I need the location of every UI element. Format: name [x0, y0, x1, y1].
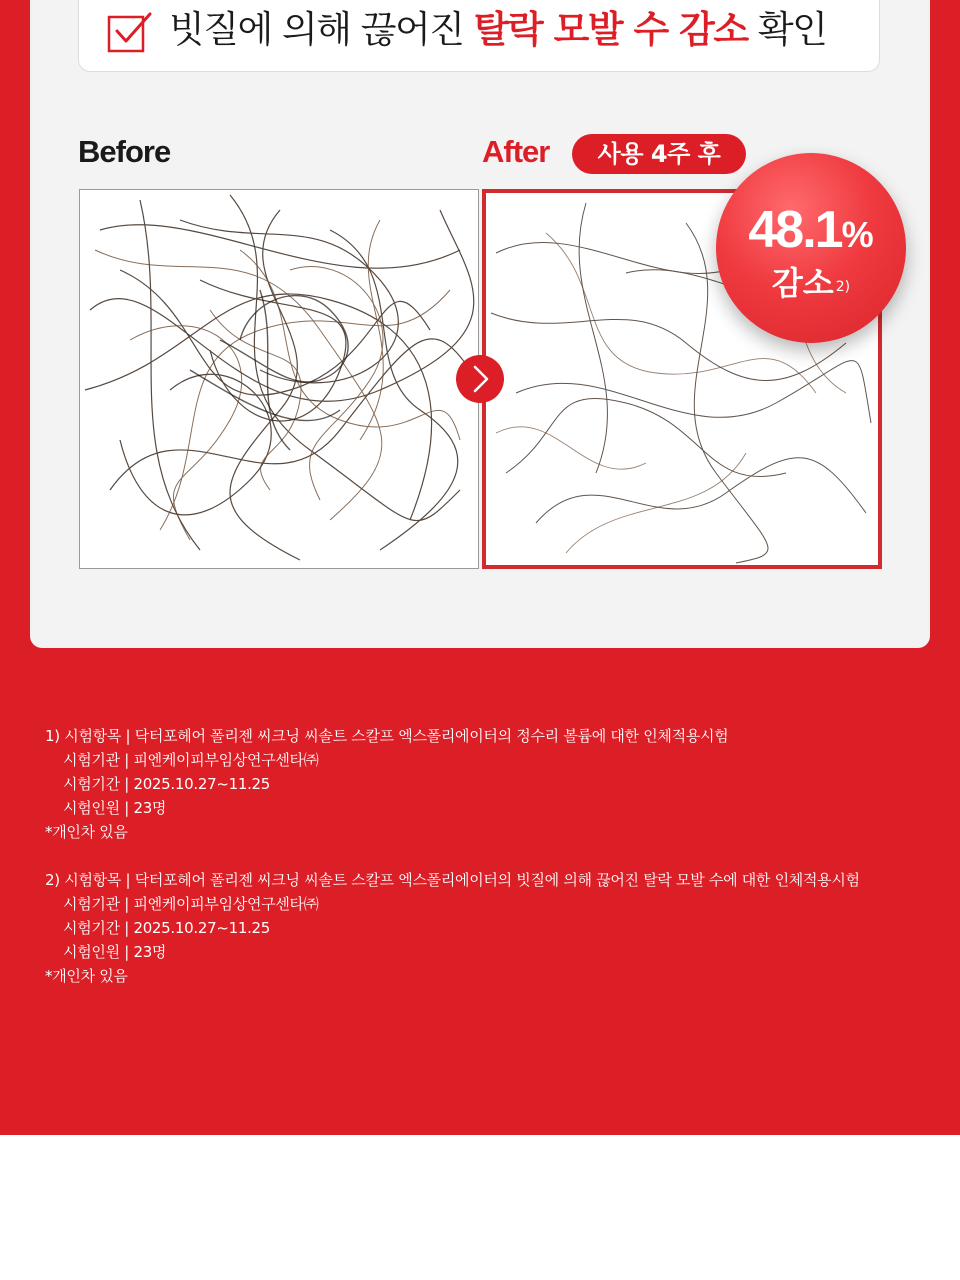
headline-text [169, 3, 826, 57]
headline-box [78, 0, 880, 72]
footnote-1-subjects: 시험인원 | 23명 [63, 799, 167, 817]
badge-label-text: 감소 [771, 264, 834, 302]
footnotes [45, 724, 925, 988]
after-period-pill: 사용 4주 후 [572, 134, 746, 174]
badge-footnote-ref: 2) [835, 279, 851, 295]
footnote-1-disclaimer: *개인차 있음 [45, 823, 128, 841]
headline-suffix: 확인 [747, 8, 827, 51]
headline-prefix: 빗질에 의해 끊어진 [169, 8, 474, 51]
before-label: Before [78, 134, 171, 169]
footnote-1-title: 1) 시험항목 | 닥터포헤어 폴리젠 씨크닝 씨솔트 스칼프 엑스폴리에이터의 정수리 볼륨에 대한 인체적용시험 [45, 727, 729, 745]
before-hair-photo [79, 189, 479, 569]
badge-unit: % [841, 214, 874, 255]
headline-highlight: 탈락 모발 수 감소 [473, 8, 748, 51]
footnote-gap [45, 844, 925, 868]
footnote-2-disclaimer: *개인차 있음 [45, 967, 128, 985]
checkbox-checked-icon [107, 11, 153, 55]
footnote-2-title: 2) 시험항목 | 닥터포헤어 폴리젠 씨크닝 씨솔트 스칼프 엑스폴리에이터의 빗질에 의해 끊어진 탈락 모발 수에 대한 인체적용시험 [45, 871, 860, 889]
footnote-2-subjects: 시험인원 | 23명 [63, 943, 167, 961]
footnote-1-institution: 시험기관 | 피엔케이피부임상연구센타㈜ [63, 751, 319, 769]
badge-label [716, 263, 906, 303]
badge-value [716, 199, 906, 266]
badge-number: 48.1 [748, 201, 842, 259]
footnote-2-institution: 시험기관 | 피엔케이피부임상연구센타㈜ [63, 895, 319, 913]
footnote-2-period: 시험기간 | 2025.10.27~11.25 [63, 919, 271, 937]
chevron-right-icon [456, 355, 504, 403]
footnote-1-period: 시험기간 | 2025.10.27~11.25 [63, 775, 271, 793]
after-label: After [482, 134, 550, 169]
reduction-badge [716, 153, 906, 343]
